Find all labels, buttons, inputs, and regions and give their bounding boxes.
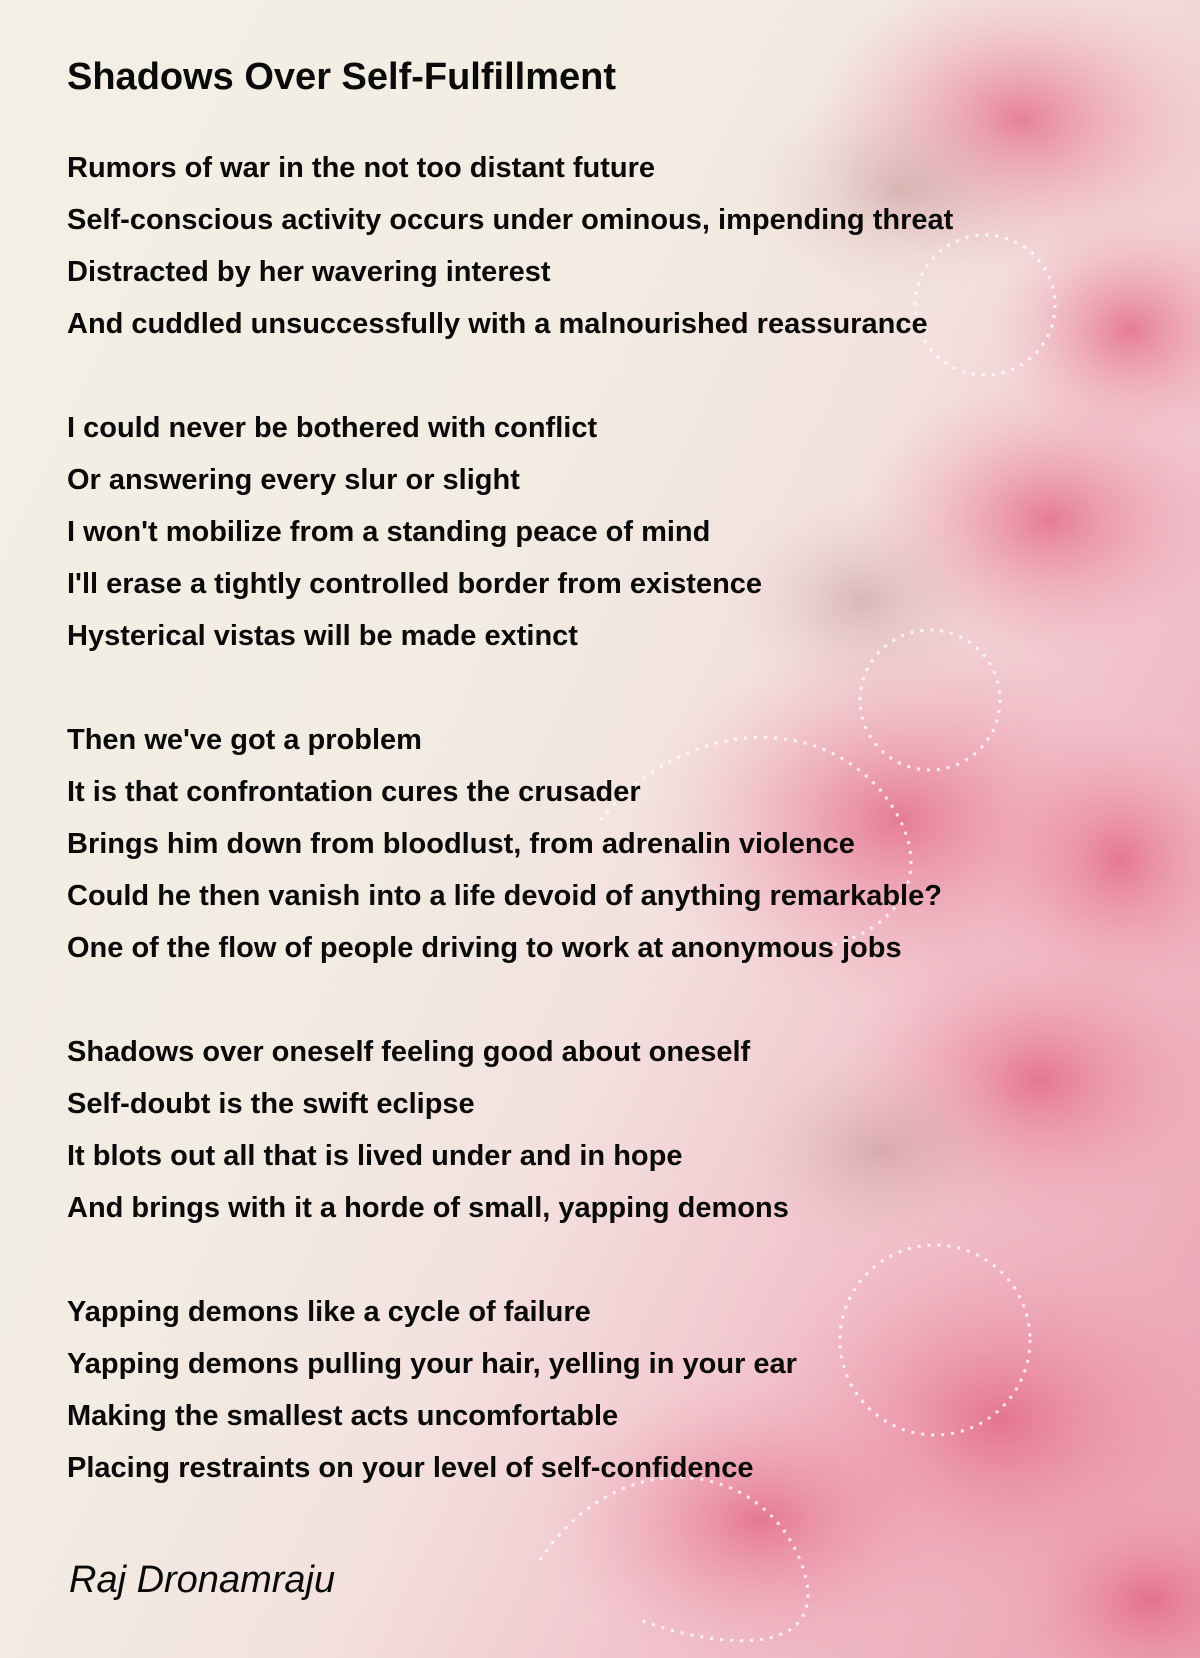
poem-line: Or answering every slur or slight xyxy=(67,464,520,496)
poem-line: Then we've got a problem xyxy=(67,724,422,756)
poem-line: Placing restraints on your level of self-confidence xyxy=(67,1452,754,1484)
stanza-3 xyxy=(67,714,1157,974)
poem-line: One of the flow of people driving to work at anonymous jobs xyxy=(67,932,902,964)
poem-line: Yapping demons like a cycle of failure xyxy=(67,1296,591,1328)
stanza-5 xyxy=(67,1286,1157,1494)
poem-line: Could he then vanish into a life devoid of anything remarkable? xyxy=(67,880,942,912)
poem-line: It is that confrontation cures the crusader xyxy=(67,776,641,808)
poem-line: And brings with it a horde of small, yapping demons xyxy=(67,1192,789,1224)
poem-line: And cuddled unsuccessfully with a malnourished reassurance xyxy=(67,308,928,340)
poem-line: Distracted by her wavering interest xyxy=(67,256,551,288)
poem-line: I'll erase a tightly controlled border from existence xyxy=(67,568,763,600)
stanza-2 xyxy=(67,402,1157,662)
poem-line: Self-doubt is the swift eclipse xyxy=(67,1088,475,1120)
poem-line: I won't mobilize from a standing peace of mind xyxy=(67,516,711,548)
stanza-4 xyxy=(67,1026,1157,1234)
poem-line: I could never be bothered with conflict xyxy=(67,412,598,444)
poem-title: Shadows Over Self-Fulfillment xyxy=(67,56,616,98)
stanza-1 xyxy=(67,142,1157,350)
poem-line: Brings him down from bloodlust, from adrenalin violence xyxy=(67,828,855,860)
poem-author: Raj Dronamraju xyxy=(69,1559,336,1601)
poem-line: Shadows over oneself feeling good about oneself xyxy=(67,1036,751,1068)
poem-line: Yapping demons pulling your hair, yelling in your ear xyxy=(67,1348,797,1380)
poem-line: Rumors of war in the not too distant future xyxy=(67,152,656,184)
poem-line: Making the smallest acts uncomfortable xyxy=(67,1400,619,1432)
poem-line: Self-conscious activity occurs under ominous, impending threat xyxy=(67,204,954,236)
poem-line: It blots out all that is lived under and in hope xyxy=(67,1140,683,1172)
poem xyxy=(67,52,1157,1546)
poem-line: Hysterical vistas will be made extinct xyxy=(67,620,578,652)
